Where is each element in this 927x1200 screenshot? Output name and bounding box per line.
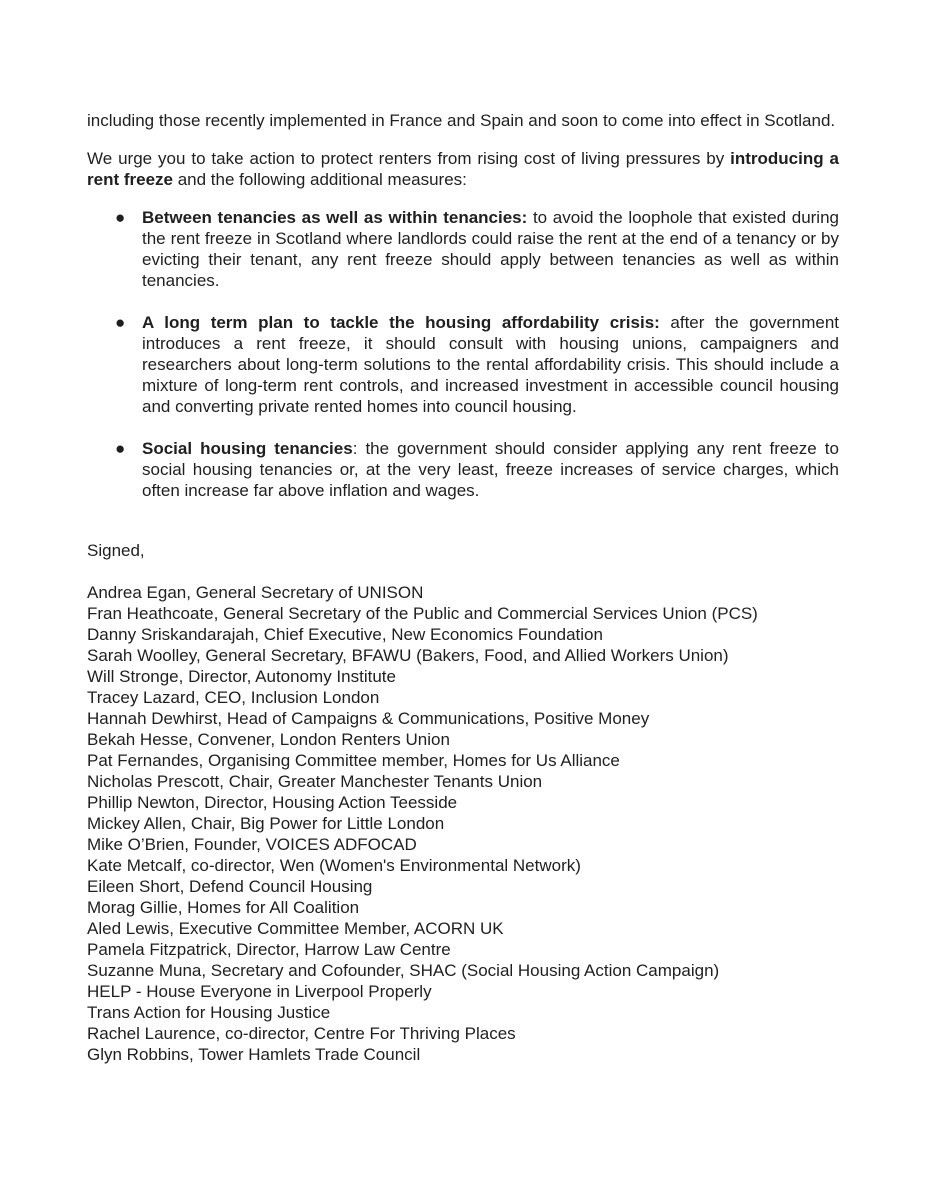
measure-text: to avoid the loophole that existed during the rent freeze in Scotland where landlords could raise the rent at the end of a tenancy or by evicting their tenant, any rent freeze should apply between tenancies as well as within tenancies. xyxy=(142,208,839,290)
intro-continuation: including those recently implemented in France and Spain and soon to come into effect in Scotland. xyxy=(87,111,836,130)
measure-title: A long term plan to tackle the housing affordability crisis: xyxy=(142,313,660,332)
signatory-item: Tracey Lazard, CEO, Inclusion London xyxy=(87,688,380,707)
signatory-item: Kate Metcalf, co-director, Wen (Women's Environmental Network) xyxy=(87,856,581,875)
measure-item-long-term-plan xyxy=(87,312,839,417)
signatory-item: Trans Action for Housing Justice xyxy=(87,1003,331,1022)
urge-text-after: and the following additional measures: xyxy=(172,170,467,189)
signatory-item: HELP - House Everyone in Liverpool Properly xyxy=(87,982,432,1001)
measures-list xyxy=(87,207,839,501)
urge-text-bold: introducing a rent freeze xyxy=(87,149,839,189)
measure-item-between-tenancies xyxy=(87,207,839,291)
signatory-item: Fran Heathcoate, General Secretary of the Public and Commercial Services Union (PCS) xyxy=(87,604,758,623)
bullet-icon: ● xyxy=(115,208,126,227)
letter-page xyxy=(87,110,839,1065)
measure-title: Between tenancies as well as within tenancies: xyxy=(142,208,528,227)
measure-text: : the government should consider applying any rent freeze to social housing tenancies or, at the very least, freeze increases of service charges, which often increase far above inflation and wages. xyxy=(142,439,839,500)
signatory-item: Sarah Woolley, General Secretary, BFAWU (Bakers, Food, and Allied Workers Union) xyxy=(87,646,729,665)
urge-paragraph xyxy=(87,148,839,190)
signatory-item: Mike O’Brien, Founder, VOICES ADFOCAD xyxy=(87,835,417,854)
signatories-list xyxy=(87,582,839,1065)
measure-item-social-housing xyxy=(87,438,839,501)
signatory-item: Phillip Newton, Director, Housing Action Teesside xyxy=(87,793,458,812)
signatory-item: Danny Sriskandarajah, Chief Executive, New Economics Foundation xyxy=(87,625,603,644)
signatory-item: Suzanne Muna, Secretary and Cofounder, SHAC (Social Housing Action Campaign) xyxy=(87,961,720,980)
signatory-item: Pamela Fitzpatrick, Director, Harrow Law Centre xyxy=(87,940,451,959)
signatory-item: Nicholas Prescott, Chair, Greater Manchester Tenants Union xyxy=(87,772,543,791)
signatory-item: Aled Lewis, Executive Committee Member, ACORN UK xyxy=(87,919,504,938)
bullet-icon: ● xyxy=(115,313,126,332)
signatory-item: Hannah Dewhirst, Head of Campaigns & Communications, Positive Money xyxy=(87,709,650,728)
signatory-item: Mickey Allen, Chair, Big Power for Little London xyxy=(87,814,445,833)
signatory-item: Eileen Short, Defend Council Housing xyxy=(87,877,373,896)
signatory-item: Morag Gillie, Homes for All Coalition xyxy=(87,898,360,917)
signatory-item: Rachel Laurence, co-director, Centre For Thriving Places xyxy=(87,1024,516,1043)
signatory-item: Bekah Hesse, Convener, London Renters Union xyxy=(87,730,450,749)
signed-label: Signed, xyxy=(87,541,145,560)
bullet-icon: ● xyxy=(115,439,126,458)
signatory-item: Glyn Robbins, Tower Hamlets Trade Council xyxy=(87,1045,421,1064)
measure-text: after the government introduces a rent freeze, it should consult with housing unions, campaigners and researchers about long-term solutions to the rental affordability crisis. This should include a mixture of long-term rent controls, and increased investment in accessible council housing and converting private rented homes into council housing. xyxy=(142,313,839,416)
measure-title: Social housing tenancies xyxy=(142,439,353,458)
urge-text-before: We urge you to take action to protect renters from rising cost of living pressures by xyxy=(87,149,731,168)
signatory-item: Will Stronge, Director, Autonomy Institute xyxy=(87,667,396,686)
signatory-item: Pat Fernandes, Organising Committee member, Homes for Us Alliance xyxy=(87,751,620,770)
signatory-item: Andrea Egan, General Secretary of UNISON xyxy=(87,583,424,602)
